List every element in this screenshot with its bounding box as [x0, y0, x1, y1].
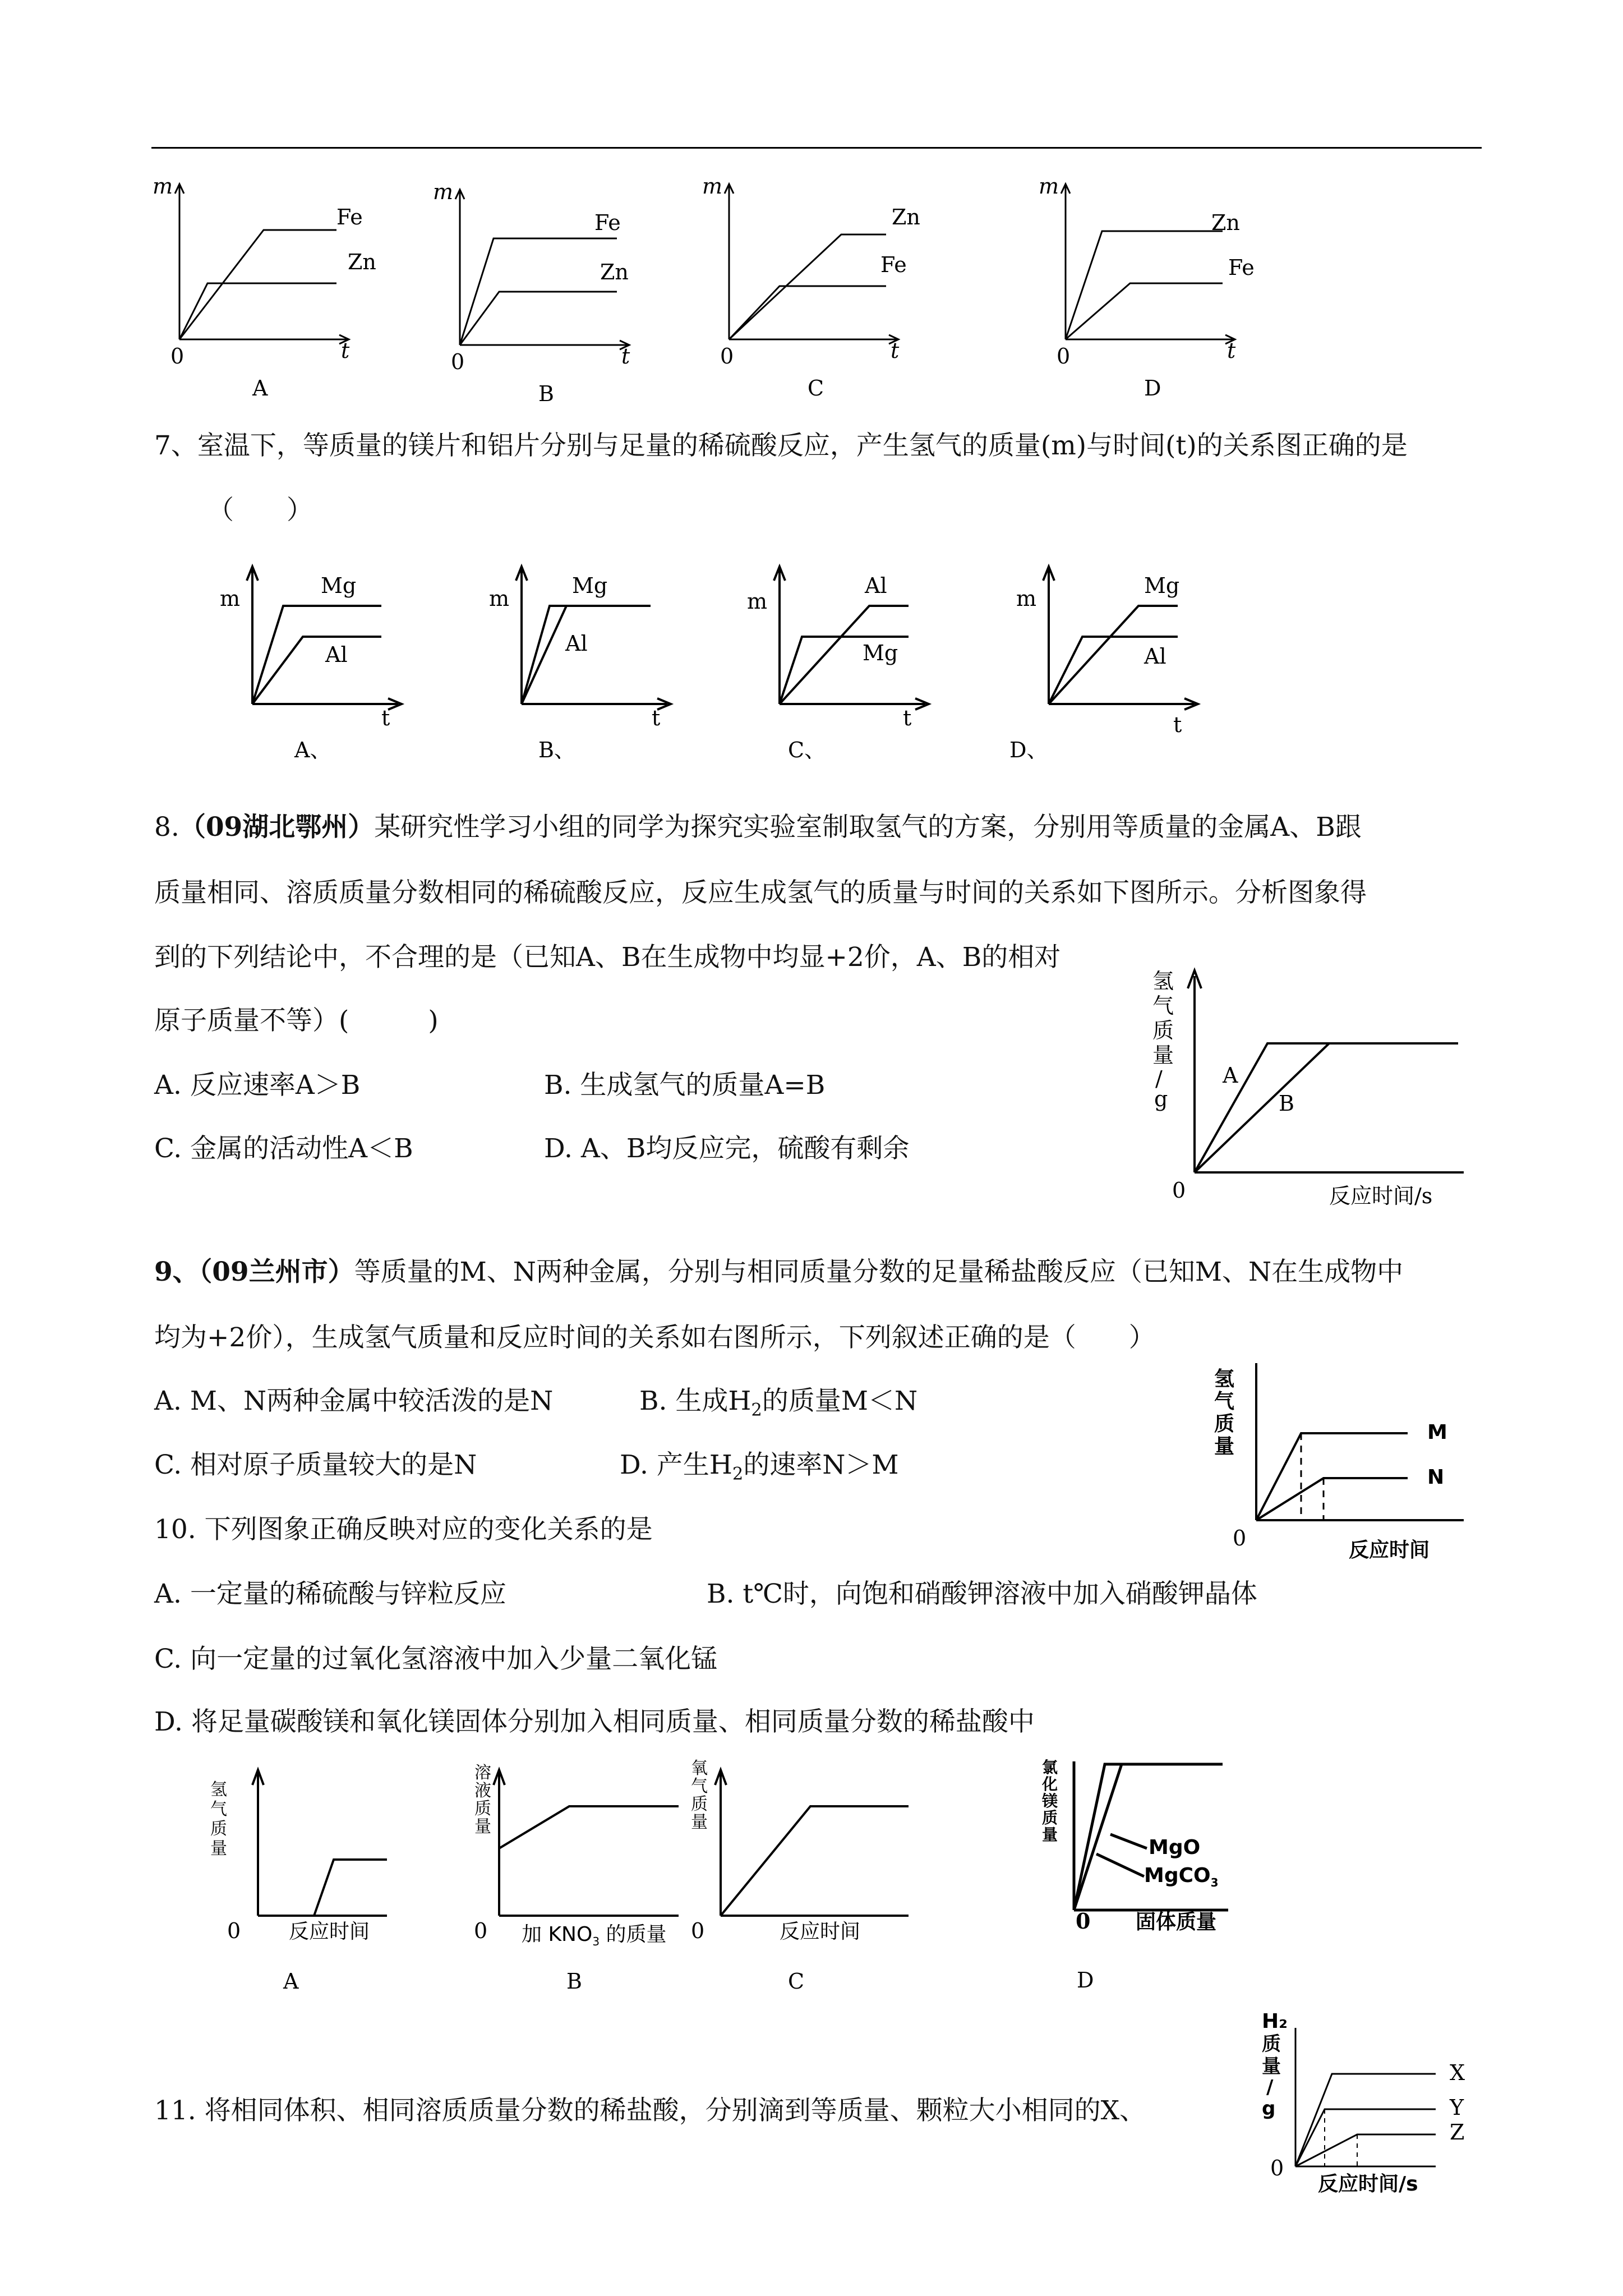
series-label-bottom: Fe [1228, 255, 1255, 280]
svg-text:氢: 氢 [1214, 1368, 1235, 1391]
x-axis-label: t [1227, 338, 1236, 363]
svg-text:氯: 氯 [1042, 1758, 1058, 1777]
option-letter: B、 [538, 738, 575, 762]
q11-stem: 11. 将相同体积、相同溶质质量分数的稀盐酸，分别滴到等质量、颗粒大小相同的X、 [154, 2095, 1146, 2126]
y-axis-label: m [747, 589, 768, 614]
option-letter: D [1144, 376, 1161, 401]
y-axis-label [691, 1759, 708, 1832]
q9-source: （09兰州市） [199, 1257, 354, 1287]
y-axis-label: m [433, 180, 454, 204]
origin-label: 0 [1270, 2156, 1284, 2180]
header-rule [151, 147, 1482, 149]
svg-text:气: 气 [1152, 993, 1174, 1018]
series-label-n: N [1427, 1466, 1445, 1489]
y-axis-label [474, 1763, 491, 1837]
series-label-x: X [1450, 2060, 1465, 2085]
series-label-bottom: Zn [348, 250, 376, 274]
svg-text:质: 质 [1152, 1018, 1174, 1043]
q8-graph [1127, 954, 1486, 1217]
q6-graph-a [146, 168, 381, 409]
svg-text:质: 质 [210, 1819, 227, 1839]
q10-option-c: C. 向一定量的过氧化氢溶液中加入少量二氧化锰 [154, 1644, 718, 1674]
x-axis-label: t [341, 338, 350, 363]
svg-text:/: / [1155, 1066, 1163, 1091]
series-label-bottom: Fe [880, 252, 907, 277]
svg-text:氢: 氢 [210, 1780, 227, 1800]
series-label-b: B [1279, 1091, 1294, 1116]
q9-option-a: A. M、N两种金属中较活泼的是N [154, 1386, 554, 1416]
q10-graph-c [679, 1761, 914, 1997]
q9-option-c: C. 相对原子质量较大的是N [154, 1450, 477, 1480]
q8-option-d: D. A、B均反应完，硫酸有剩余 [544, 1133, 910, 1164]
y-axis-label: m [489, 586, 510, 611]
x-axis-label: t [891, 338, 900, 363]
svg-text:量: 量 [691, 1812, 708, 1832]
svg-text:量: 量 [1042, 1825, 1058, 1844]
series-label-bottom: Al [1144, 644, 1166, 669]
series-label-y: Y [1450, 2095, 1464, 2120]
series-label-mgco3: MgCO$_3$ [1144, 1864, 1219, 1889]
series-label-z: Z [1450, 2120, 1465, 2145]
x-axis-label: t [621, 344, 630, 369]
q8-option-b: B. 生成氢气的质量A=B [544, 1070, 826, 1101]
q7-graph-d [1009, 558, 1223, 760]
svg-text:量: 量 [474, 1817, 491, 1837]
q7-graph-a [213, 558, 426, 760]
origin-label: 0 [227, 1918, 241, 1943]
q7-graph-c [740, 558, 953, 760]
option-letter: C、 [788, 738, 826, 762]
x-axis-label: 反应时间 [289, 1920, 370, 1943]
svg-text:量: 量 [210, 1839, 227, 1858]
svg-text:质: 质 [1262, 2033, 1281, 2055]
q10-graph-d [1032, 1756, 1256, 1997]
q9-stem-1: 等质量的M、N两种金属，分别与相同质量分数的足量稀盐酸反应（已知M、N在生成物中 [354, 1257, 1404, 1287]
series-label-top: Mg [321, 573, 357, 598]
y-axis-label [1214, 1368, 1234, 1458]
x-axis-label: 反应时间 [1349, 1539, 1430, 1562]
svg-text:/: / [1266, 2076, 1274, 2099]
option-letter: B [538, 381, 554, 406]
svg-text:量: 量 [1214, 1435, 1235, 1458]
q8-number: 8. [154, 812, 179, 843]
series-label-top: Fe [594, 210, 621, 235]
svg-text:液: 液 [474, 1781, 491, 1801]
option-letter: D、 [1009, 738, 1048, 762]
option-letter: D [1077, 1968, 1094, 1993]
q10-graph-b [465, 1761, 690, 1997]
q10-option-b: B. t℃时，向饱和硝酸钾溶液中加入硝酸钾晶体 [707, 1579, 1257, 1609]
svg-text:g: g [1154, 1087, 1168, 1111]
y-axis-label: m [1039, 174, 1059, 199]
q7-graph-b [482, 558, 695, 760]
series-label-top: Mg [1144, 573, 1180, 598]
y-axis-label: m [702, 174, 723, 199]
q8-line-3: 到的下列结论中，不合理的是（已知A、B在生成物中均显+2价，A、B的相对 [154, 942, 1061, 973]
q8-line-2: 质量相同、溶质质量分数相同的稀硫酸反应，反应生成氢气的质量与时间的关系如下图所示。分析图象得 [154, 877, 1367, 908]
q8-line-1 [154, 811, 1362, 844]
q10-graph-a [202, 1761, 404, 1997]
q8-source: （09湖北鄂州） [179, 812, 375, 843]
x-axis-label: 固体质量 [1136, 1911, 1217, 1934]
svg-text:质: 质 [691, 1795, 708, 1814]
series-label-mgo: MgO [1149, 1836, 1201, 1859]
origin-label: 0 [691, 1918, 705, 1943]
origin-label: 0 [720, 344, 734, 369]
svg-text:质: 质 [474, 1799, 491, 1819]
series-label-top: Al [865, 573, 887, 598]
svg-text:镁: 镁 [1042, 1792, 1058, 1810]
y-axis-label [1262, 2033, 1281, 2120]
x-axis-label: 加 $KNO_3$ 的质量 [522, 1923, 667, 1948]
series-label-bottom: Zn [600, 260, 629, 284]
y-axis-label: m [220, 586, 241, 611]
svg-text:气: 气 [210, 1800, 227, 1819]
origin-label: 0 [474, 1918, 488, 1943]
svg-text:化: 化 [1042, 1775, 1058, 1793]
origin-label: 0 [1076, 1908, 1091, 1934]
svg-text:量: 量 [1152, 1043, 1174, 1068]
x-axis-label: t [652, 706, 661, 730]
svg-text:氢: 氢 [1152, 969, 1174, 993]
series-label-m: M [1427, 1421, 1447, 1444]
q9-line-2: 均为+2价），生成氢气质量和反应时间的关系如右图所示，下列叙述正确的是（ ） [154, 1322, 1155, 1353]
series-label-bottom: Mg [863, 641, 898, 665]
origin-label: 0 [451, 349, 465, 374]
q7-answer-paren: （ ） [208, 495, 313, 526]
q9-number: 9、 [154, 1257, 199, 1287]
x-axis-label: 反应时间/s [1329, 1184, 1433, 1208]
y-axis-label [1152, 969, 1174, 1111]
q11-graph [1251, 1997, 1486, 2221]
y-axis-label [1041, 1758, 1058, 1844]
svg-text:溶: 溶 [474, 1763, 491, 1783]
series-label-top: Zn [892, 205, 920, 229]
origin-label: 0 [1172, 1178, 1186, 1203]
option-letter: A [283, 1969, 299, 1994]
q10-option-a: A. 一定量的稀硫酸与锌粒反应 [154, 1579, 506, 1609]
q10-option-d: D. 将足量碳酸镁和氧化镁固体分别加入相同质量、相同质量分数的稀盐酸中 [154, 1706, 1035, 1737]
q8-line-4: 原子质量不等）( ) [154, 1005, 439, 1036]
q6-graph-b [426, 174, 662, 415]
series-label-top: Mg [572, 573, 608, 598]
svg-text:气: 气 [691, 1777, 708, 1796]
option-letter: C [788, 1969, 805, 1994]
option-letter: A [252, 376, 268, 401]
series-label-bottom: Al [565, 631, 588, 656]
y-axis-label: m [1016, 586, 1037, 611]
q8-stem-1: 某研究性学习小组的同学为探究实验室制取氢气的方案，分别用等质量的金属A、B跟 [374, 812, 1362, 843]
y-axis-label: m [153, 174, 173, 199]
series-label-a: A [1223, 1063, 1238, 1088]
x-axis-label: t [903, 706, 912, 730]
q6-graph-d [1032, 168, 1267, 409]
origin-label: 0 [170, 344, 185, 369]
x-axis-label: 反应时间 [780, 1920, 861, 1943]
series-label-bottom: Al [325, 642, 348, 667]
option-letter: B [566, 1969, 582, 1994]
svg-text:质: 质 [1042, 1809, 1058, 1827]
series-label-top: Fe [336, 205, 363, 229]
q7-stem: 7、室温下，等质量的镁片和铝片分别与足量的稀硫酸反应，产生氢气的质量(m)与时间(t)的关系图正确的是 [154, 430, 1408, 461]
option-letter: C [808, 376, 824, 401]
origin-label: 0 [1233, 1526, 1247, 1550]
x-axis-label: t [381, 706, 390, 730]
q9-line-1 [154, 1255, 1403, 1289]
q9-option-d: D. 产生$H_2$的速率N＞M [620, 1450, 899, 1484]
x-axis-label: t [1173, 712, 1182, 737]
q6-graph-c [695, 168, 931, 409]
svg-text:质: 质 [1214, 1412, 1235, 1435]
q9-graph [1206, 1358, 1486, 1571]
svg-text:g: g [1262, 2097, 1276, 2120]
x-axis-label: 反应时间/s [1318, 2173, 1418, 2196]
svg-text:气: 气 [1214, 1390, 1235, 1413]
svg-text:量: 量 [1262, 2055, 1281, 2078]
y-axis-label-top: H₂ [1262, 2010, 1288, 2033]
q8-option-c: C. 金属的活动性A＜B [154, 1133, 413, 1164]
y-axis-label [210, 1780, 227, 1858]
q10-stem: 10. 下列图象正确反映对应的变化关系的是 [154, 1514, 653, 1545]
origin-label: 0 [1057, 344, 1071, 369]
series-label-top: Zn [1211, 210, 1240, 235]
option-letter: A、 [294, 738, 331, 762]
q9-option-b: B. 生成$H_2$的质量M＜N [639, 1386, 918, 1420]
svg-text:氧: 氧 [691, 1759, 708, 1778]
q8-option-a: A. 反应速率A＞B [154, 1070, 361, 1101]
